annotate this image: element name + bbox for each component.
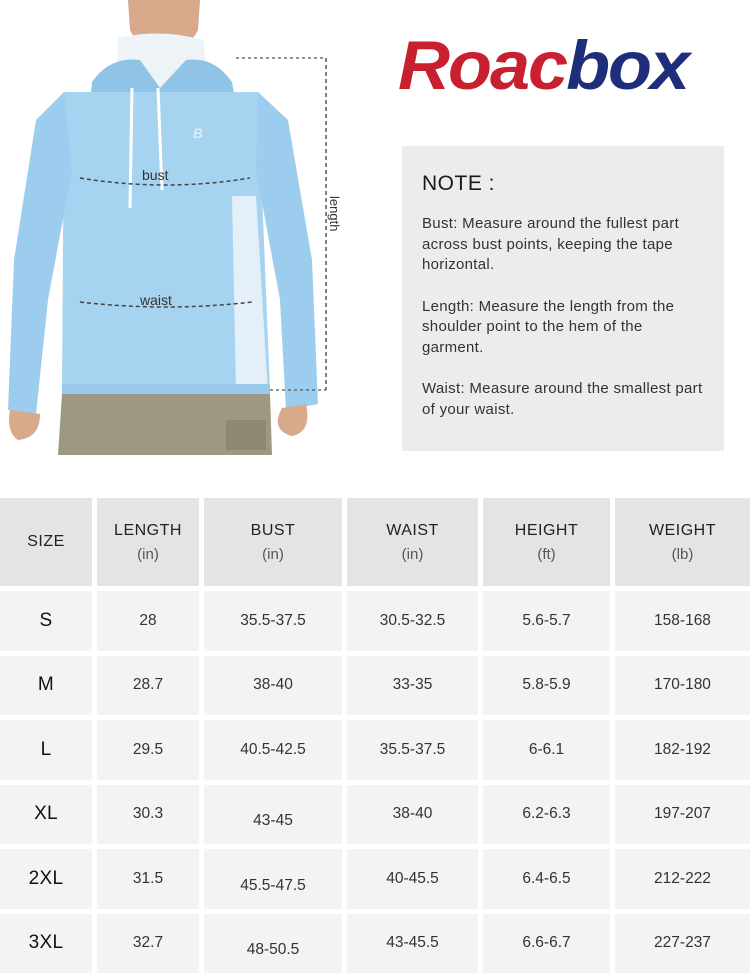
length-cell: 28 <box>139 612 156 630</box>
svg-text:B: B <box>193 125 203 141</box>
bust-cell: 40.5-42.5 <box>240 741 306 759</box>
header-unit: (in) <box>402 546 424 563</box>
waist-cell: 35.5-37.5 <box>380 741 446 759</box>
logo-part-red: Roac <box>398 28 566 104</box>
size-cell: XL <box>34 803 58 825</box>
height-cell: 6.6-6.7 <box>522 934 570 952</box>
waist-cell: 30.5-32.5 <box>380 612 446 630</box>
waist-cell: 38-40 <box>393 805 433 823</box>
height-cell: 6-6.1 <box>529 741 564 759</box>
size-cell: S <box>40 610 53 632</box>
table-row <box>0 914 750 978</box>
table-row <box>0 656 750 721</box>
length-cell: 28.7 <box>133 676 163 694</box>
header-label: SIZE <box>27 533 65 551</box>
hoodie-photo <box>0 0 340 455</box>
weight-cell: 182-192 <box>654 741 711 759</box>
header-size <box>0 498 92 586</box>
bust-cell: 43-45 <box>253 812 293 830</box>
height-cell: 6.4-6.5 <box>522 870 570 888</box>
table-row <box>0 720 750 785</box>
height-cell: 5.8-5.9 <box>522 676 570 694</box>
header-unit: (ft) <box>537 546 555 563</box>
weight-cell: 227-237 <box>654 934 711 952</box>
size-cell: M <box>38 674 54 696</box>
size-cell: 2XL <box>29 868 64 890</box>
length-cell: 29.5 <box>133 741 163 759</box>
header-label: BUST <box>251 522 296 540</box>
measurement-note <box>402 146 724 451</box>
logo-part-blue: box <box>566 28 688 104</box>
table-row <box>0 849 750 914</box>
bust-cell: 35.5-37.5 <box>240 612 306 630</box>
table-row <box>0 591 750 656</box>
waist-cell: 40-45.5 <box>386 870 439 888</box>
note-length: Length: Measure the length from the shoulder point to the hem of the garment. <box>422 297 704 359</box>
header-weight <box>615 498 750 586</box>
header-label: LENGTH <box>114 522 182 540</box>
length-cell: 32.7 <box>133 934 163 952</box>
header-unit: (in) <box>262 546 284 563</box>
header-length <box>97 498 199 586</box>
note-title: NOTE : <box>422 172 704 196</box>
size-cell: L <box>41 739 52 761</box>
bust-cell: 38-40 <box>253 676 293 694</box>
header-waist <box>347 498 478 586</box>
header-bust <box>204 498 342 586</box>
length-marker-label: length <box>327 196 342 231</box>
header-unit: (in) <box>137 546 159 563</box>
waist-marker-label: waist <box>139 292 172 308</box>
header-unit: (lb) <box>672 546 694 563</box>
weight-cell: 212-222 <box>654 870 711 888</box>
header-height <box>483 498 610 586</box>
weight-cell: 158-168 <box>654 612 711 630</box>
length-cell: 30.3 <box>133 805 163 823</box>
size-cell: 3XL <box>29 932 64 954</box>
note-bust: Bust: Measure around the fullest part across bust points, keeping the tape horizontal. <box>422 214 704 276</box>
brand-logo <box>398 28 738 108</box>
table-row <box>0 785 750 850</box>
weight-cell: 197-207 <box>654 805 711 823</box>
bust-cell: 48-50.5 <box>247 941 300 959</box>
bust-marker-label: bust <box>142 167 169 183</box>
height-cell: 5.6-5.7 <box>522 612 570 630</box>
note-waist: Waist: Measure around the smallest part of your waist. <box>422 379 704 420</box>
header-label: WAIST <box>386 522 439 540</box>
product-photo <box>0 0 340 455</box>
waist-cell: 43-45.5 <box>386 934 439 952</box>
size-chart-table <box>0 498 750 978</box>
header-label: WEIGHT <box>649 522 716 540</box>
bust-cell: 45.5-47.5 <box>240 877 306 895</box>
weight-cell: 170-180 <box>654 676 711 694</box>
table-header-row <box>0 498 750 591</box>
waist-cell: 33-35 <box>393 676 433 694</box>
height-cell: 6.2-6.3 <box>522 805 570 823</box>
length-cell: 31.5 <box>133 870 163 888</box>
header-label: HEIGHT <box>515 522 578 540</box>
